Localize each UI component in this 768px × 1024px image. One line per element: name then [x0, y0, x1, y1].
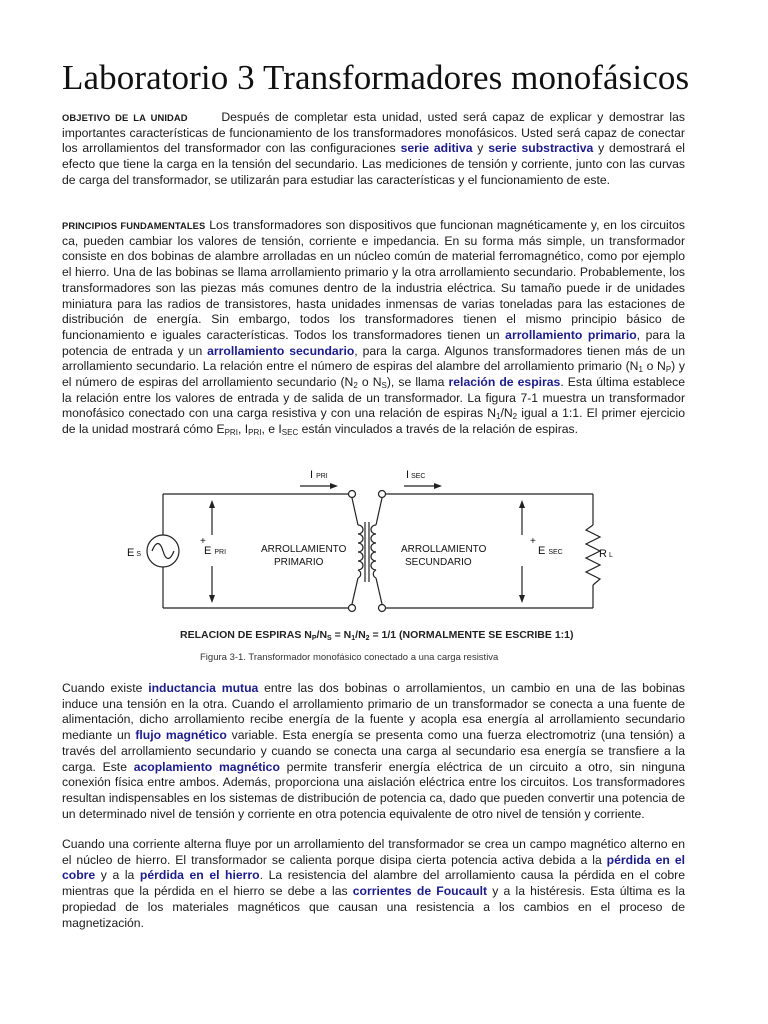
es-label: E S	[127, 547, 142, 559]
page-title: Laboratorio 3 Transformadores monofásicos	[62, 58, 690, 97]
terminal-3	[379, 491, 386, 498]
epri-arrowhead-top	[209, 500, 215, 508]
secondary-coil-lead-bottom	[376, 578, 382, 604]
primary-coil-lead-bottom	[352, 578, 358, 604]
isec-arrowhead	[434, 483, 442, 489]
keyword-relacion-de-espiras: relación de espiras	[448, 375, 561, 390]
figure-caption: Figura 3-1. Transformador monofásico conectado a una carga resistiva	[200, 652, 499, 663]
ipri-arrowhead	[330, 483, 338, 489]
esec-arrowhead-top	[519, 500, 525, 508]
secondary-winding-label-1: ARROLLAMIENTO	[401, 544, 487, 555]
objective-paragraph: OBJETIVO DE LA UNIDAD Después de completar esta unidad, usted será capaz de explicar y demostrar las importantes características de funcionamiento de los transformadores monofásicos. Usted será capaz de conectar los arrollamientos del transformador con las configuraciones serie aditiva y serie substractiva y demostrará el efecto que tiene la carga en la tensión del secundario. Las mediciones de tensión y corriente, junto con las curvas de carga del transformador, se utilizarán para estudiar las características y el funcionamiento de este.	[62, 110, 686, 187]
keyword-arrollamiento-primario: arrollamiento primario	[505, 327, 637, 342]
losses-paragraph: Cuando una corriente alterna fluye por un arrollamiento del transformador se crea un campo magnético alterno en el núcleo de hierro. El transformador se calienta porque disipa cierta potencia activa debida a la pérdida en el cobre y a la pérdida en el hierro. La resistencia del alambre del arrollamiento causa la pérdida en el cobre mientras que la pérdida en el hierro se debe a las corrientes de Foucault y a la histéresis. Esta última es la propiedad de los materiales magnéticos que causan una resistencia a los cambios en el proceso de magnetización.	[62, 837, 686, 930]
epri-arrowhead-bottom	[209, 595, 215, 603]
turns-ratio-label: RELACION DE ESPIRAS $N_P/N_S = N_1/N_2 = 1/1$ (NORMALMENTE SE ESCRIBE 1:1)	[180, 629, 574, 642]
keyword-perdida-hierro: pérdida en el hierro	[139, 868, 260, 883]
isec-label: ISEC	[406, 469, 426, 481]
terminal-2	[349, 605, 356, 612]
keyword-perdida-cobre: pérdida en el cobre	[62, 852, 685, 883]
terminal-4	[379, 605, 386, 612]
keyword-serie-substractiva: serie substractiva	[488, 141, 594, 156]
secondary-coil-lead-top	[376, 498, 382, 525]
ipri-label: IPRI	[310, 469, 328, 481]
principles-paragraph: PRINCIPIOS FUNDAMENTALES Los transformadores son dispositivos que funcionan magnéticamente y, en los circuitos ca, pueden cambiar los valores de tensión, corriente e impedancia. En su forma más simple, un transformador consiste en dos bobinas de alambre arrolladas en un núcleo común de material ferromagnético, como por ejemplo el hierro. Una de las bobinas se llama arrollamiento primario y la otra arrollamiento secundario. Probablemente, los transformadores son las piezas más comunes dentro de la industria eléctrica. Su tamaño puede ir de unidades miniatura para las radios de transistores, hasta unidades inmensas de varias toneladas para las estaciones de distribución de energía. Sin embargo, todos los transformadores tienen el mismo principio básico de funcionamiento e iguales características. Todos los transformadores tienen un arrollamiento primario, para la potencia de entrada y un arrollamiento secundario, para la carga. Algunos transformadores tienen más de un arrollamiento secundario. La relación entre el número de espiras del alambre del arrollamiento primario ($N_1$ o $N_P$) y el número de espiras del arrollamiento secundario ($N_2$ o $N_S$), se llama relación de espiras. Esta última establece la relación entre los valores de entrada y de salida de un transformador. La figura 7-1 muestra un transformador monofásico conectado con una carga resistiva y con una relación de espiras $N_1/N_2$ igual a 1:1. El primer ejercicio de la unidad mostrará cómo $E_{PRI}$, $I_{PRI}$, e $I_{SEC}$ están vinculados a través de la relación de espiras.	[62, 218, 686, 438]
load-resistor	[586, 525, 600, 585]
principles-heading: PRINCIPIOS FUNDAMENTALES	[62, 220, 206, 231]
rl-label: R L	[599, 548, 613, 560]
keyword-acoplamiento-magnetico: acoplamiento magnético	[133, 759, 280, 774]
primary-coil-lead-top	[352, 498, 358, 525]
ac-source	[147, 535, 179, 567]
esec-label: ESEC	[538, 545, 563, 557]
esec-plus: +	[530, 536, 536, 547]
keyword-serie-aditiva: serie aditiva	[400, 141, 473, 156]
mutual-inductance-paragraph: Cuando existe inductancia mutua entre las dos bobinas o arrollamientos, un cambio en una de las bobinas induce una tensión en la otra. Cuando el arrollamiento primario de un transformador se conecta a una fuente de alimentación, dicho arrollamiento recibe energía de la fuente y acopla esa energía al arrollamiento secundario mediante un flujo magnético variable. Esta energía se presenta como una fuerza electromotriz (una tensión) a través del arrollamiento secundario y cuando se conecta una carga al secundario esa energía se transfiere a la carga. Este acoplamiento magnético permite transferir energía eléctrica de un circuito a otro, sin ninguna conexión física entre ambos. Además, proporciona una aislación eléctrica entre los circuitos. Los transformadores resultan indispensables en los sistemas de distribución de potencia ca, dado que pueden convertir una potencia de un determinado nivel de tensión y corriente en otra potencia equivalente de otro nivel de tensión y corriente.	[62, 681, 685, 821]
keyword-arrollamiento-secundario: arrollamiento secundario	[207, 343, 355, 358]
epri-plus: +	[200, 536, 206, 547]
ac-wave-icon	[152, 544, 174, 559]
epri-label: EPRI	[204, 545, 227, 557]
keyword-corrientes-foucault: corrientes de Foucault	[352, 884, 488, 899]
keyword-flujo-magnetico: flujo magnético	[135, 728, 227, 743]
objective-heading: OBJETIVO DE LA UNIDAD	[62, 112, 188, 123]
keyword-inductancia-mutua: inductancia mutua	[148, 681, 259, 695]
secondary-winding-label-2: SECUNDARIO	[405, 557, 472, 568]
esec-arrowhead-bottom	[519, 595, 525, 603]
primary-coil	[358, 525, 363, 578]
primary-winding-label-1: ARROLLAMIENTO	[261, 544, 347, 555]
primary-winding-label-2: PRIMARIO	[274, 557, 324, 568]
terminal-1	[349, 491, 356, 498]
secondary-coil	[371, 525, 376, 578]
